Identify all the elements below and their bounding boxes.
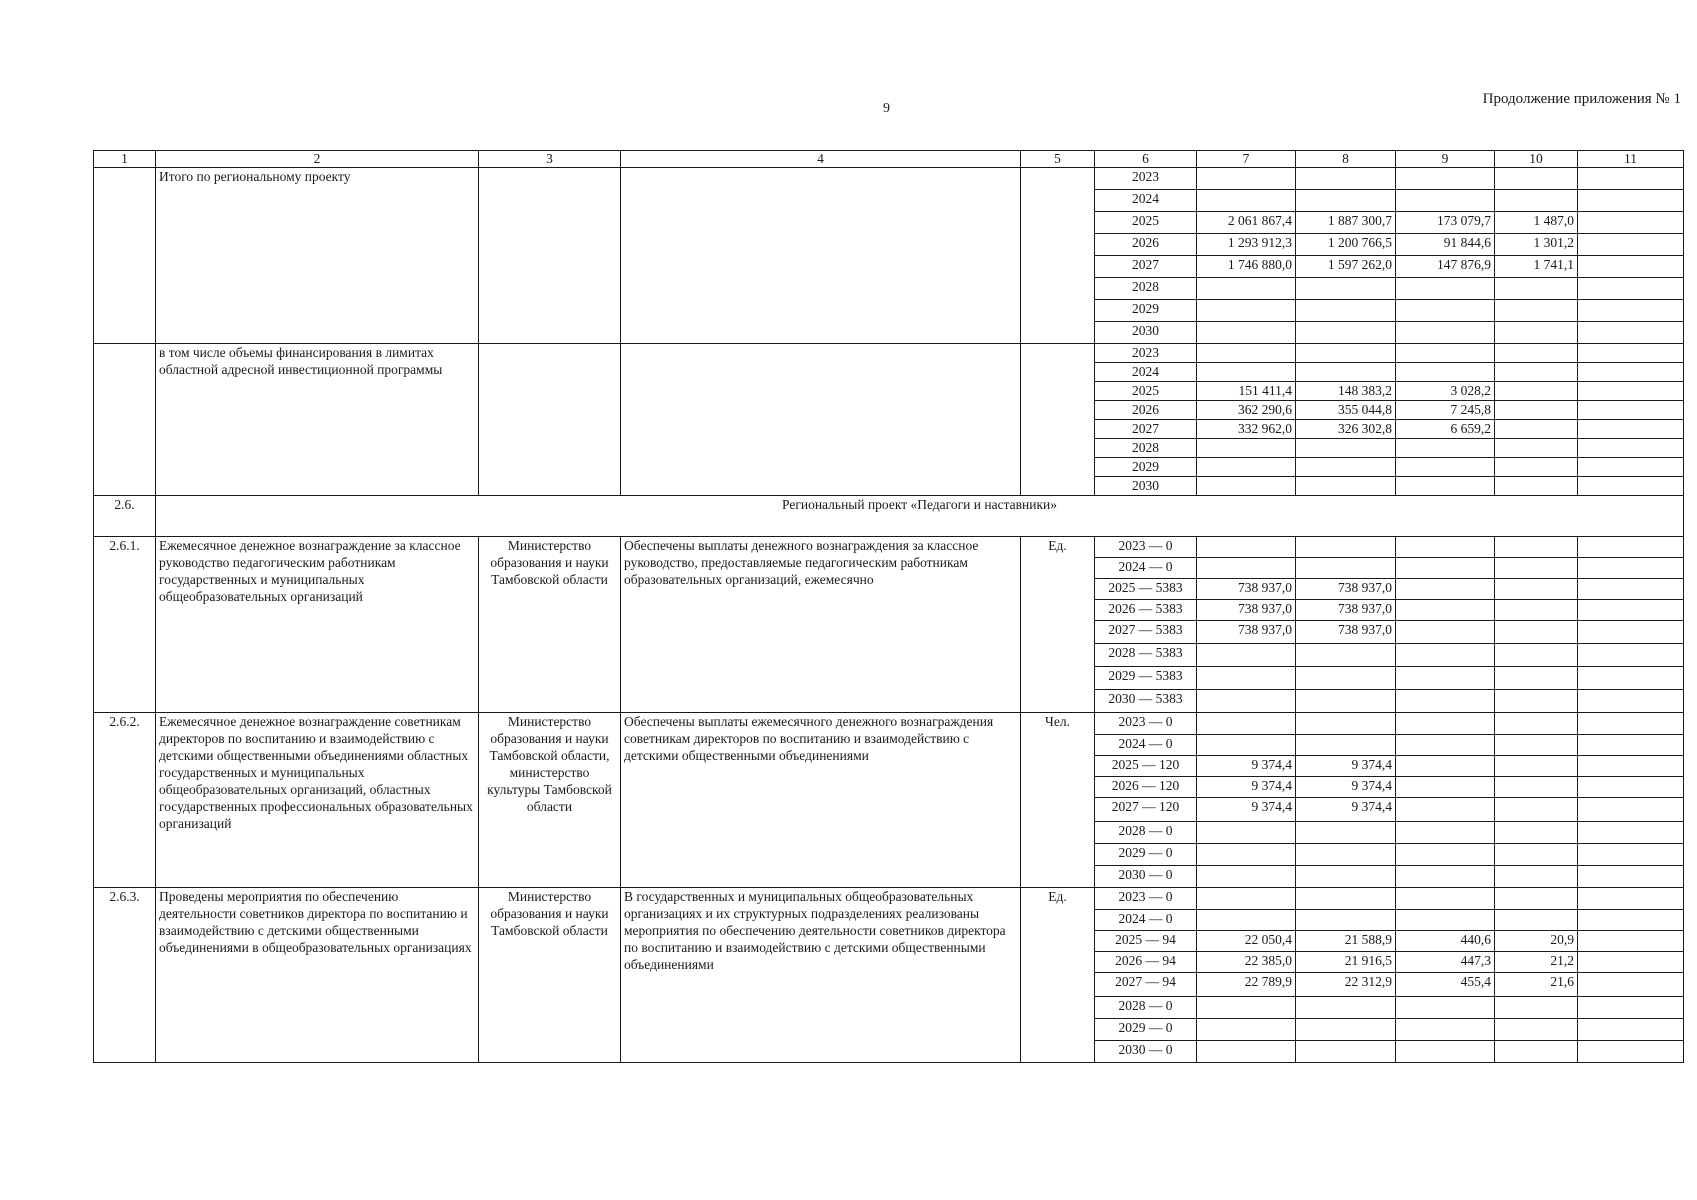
year-cell: 2029 — 5383 <box>1095 667 1197 690</box>
amount-cell <box>1578 600 1684 621</box>
year-cell: 2028 <box>1095 439 1197 458</box>
amount-cell: 3 028,2 <box>1396 382 1495 401</box>
group-executor <box>479 168 621 344</box>
amount-cell <box>1578 844 1684 866</box>
item-name: Проведены мероприятия по обеспечению деятельности советников директора по воспитанию и взаимодействию с детскими общественными объединениями в общеобразовательных организациях <box>156 888 479 1063</box>
year-cell: 2025 — 120 <box>1095 756 1197 777</box>
item-number: 2.6.1. <box>94 537 156 713</box>
year-cell: 2030 <box>1095 322 1197 344</box>
amount-cell <box>1396 844 1495 866</box>
amount-cell: 1 597 262,0 <box>1296 256 1396 278</box>
year-cell: 2023 — 0 <box>1095 713 1197 735</box>
amount-cell <box>1396 713 1495 735</box>
group-result <box>621 168 1021 344</box>
amount-cell <box>1296 300 1396 322</box>
year-cell: 2030 — 0 <box>1095 866 1197 888</box>
amount-cell <box>1296 644 1396 667</box>
amount-cell <box>1578 713 1684 735</box>
amount-cell: 1 887 300,7 <box>1296 212 1396 234</box>
amount-cell <box>1578 735 1684 756</box>
item-unit: Чел. <box>1021 713 1095 888</box>
amount-cell <box>1396 1041 1495 1063</box>
amount-cell <box>1495 579 1578 600</box>
amount-cell <box>1197 1019 1296 1041</box>
amount-cell <box>1495 300 1578 322</box>
item-number: 2.6.3. <box>94 888 156 1063</box>
amount-cell <box>1495 190 1578 212</box>
amount-cell <box>1396 190 1495 212</box>
column-header: 9 <box>1396 151 1495 168</box>
amount-cell <box>1495 278 1578 300</box>
amount-cell <box>1495 667 1578 690</box>
group-name: Итого по региональному проекту <box>156 168 479 344</box>
item-result: В государственных и муниципальных общеобразовательных организациях и их структурных подразделениях реализованы мероприятия по обеспечению деятельности советников директора по воспитанию и взаимодействию с детскими общественными объединениями <box>621 888 1021 1063</box>
amount-cell <box>1396 458 1495 477</box>
amount-cell <box>1578 458 1684 477</box>
amount-cell <box>1296 558 1396 579</box>
financing-table <box>93 150 1684 1063</box>
amount-cell <box>1578 973 1684 997</box>
amount-cell <box>1396 168 1495 190</box>
amount-cell: 332 962,0 <box>1197 420 1296 439</box>
amount-cell: 440,6 <box>1396 931 1495 952</box>
amount-cell <box>1495 690 1578 713</box>
page-number: 9 <box>883 101 890 116</box>
amount-cell <box>1197 278 1296 300</box>
year-cell: 2027 <box>1095 420 1197 439</box>
amount-cell <box>1396 278 1495 300</box>
year-cell: 2026 <box>1095 234 1197 256</box>
amount-cell <box>1578 439 1684 458</box>
column-header: 11 <box>1578 151 1684 168</box>
year-cell: 2029 — 0 <box>1095 844 1197 866</box>
amount-cell: 7 245,8 <box>1396 401 1495 420</box>
table-row <box>94 888 1684 910</box>
amount-cell: 20,9 <box>1495 931 1578 952</box>
year-cell: 2030 <box>1095 477 1197 496</box>
amount-cell <box>1197 1041 1296 1063</box>
amount-cell <box>1578 1041 1684 1063</box>
year-cell: 2029 <box>1095 300 1197 322</box>
amount-cell: 355 044,8 <box>1296 401 1396 420</box>
year-cell: 2023 <box>1095 344 1197 363</box>
amount-cell <box>1296 477 1396 496</box>
column-header-row <box>94 151 1684 168</box>
amount-cell <box>1197 735 1296 756</box>
amount-cell <box>1396 735 1495 756</box>
table-row <box>94 344 1684 363</box>
column-header: 4 <box>621 151 1021 168</box>
amount-cell <box>1495 382 1578 401</box>
year-cell: 2023 <box>1095 168 1197 190</box>
amount-cell <box>1495 401 1578 420</box>
amount-cell <box>1396 997 1495 1019</box>
year-cell: 2030 — 5383 <box>1095 690 1197 713</box>
amount-cell <box>1296 866 1396 888</box>
amount-cell: 22 385,0 <box>1197 952 1296 973</box>
column-header: 1 <box>94 151 156 168</box>
amount-cell: 148 383,2 <box>1296 382 1396 401</box>
amount-cell <box>1197 888 1296 910</box>
amount-cell <box>1495 458 1578 477</box>
amount-cell <box>1578 234 1684 256</box>
amount-cell <box>1578 300 1684 322</box>
amount-cell <box>1296 537 1396 558</box>
amount-cell: 91 844,6 <box>1396 234 1495 256</box>
amount-cell: 326 302,8 <box>1296 420 1396 439</box>
table-row <box>94 537 1684 558</box>
amount-cell <box>1197 190 1296 212</box>
amount-cell <box>1296 844 1396 866</box>
year-cell: 2026 <box>1095 401 1197 420</box>
amount-cell <box>1578 190 1684 212</box>
amount-cell <box>1396 600 1495 621</box>
amount-cell <box>1578 997 1684 1019</box>
amount-cell <box>1578 952 1684 973</box>
amount-cell <box>1197 558 1296 579</box>
amount-cell <box>1578 537 1684 558</box>
amount-cell <box>1578 256 1684 278</box>
amount-cell <box>1296 458 1396 477</box>
amount-cell <box>1578 777 1684 798</box>
year-cell: 2027 — 120 <box>1095 798 1197 822</box>
year-cell: 2028 — 0 <box>1095 822 1197 844</box>
amount-cell <box>1197 458 1296 477</box>
amount-cell <box>1197 844 1296 866</box>
amount-cell <box>1197 363 1296 382</box>
amount-cell <box>1396 777 1495 798</box>
year-cell: 2023 — 0 <box>1095 537 1197 558</box>
amount-cell <box>1396 690 1495 713</box>
amount-cell <box>1578 168 1684 190</box>
amount-cell: 22 050,4 <box>1197 931 1296 952</box>
continuation-label: Продолжение приложения № 1 <box>1482 91 1681 107</box>
year-cell: 2024 — 0 <box>1095 910 1197 931</box>
amount-cell <box>1296 713 1396 735</box>
amount-cell <box>1495 1041 1578 1063</box>
amount-cell <box>1578 690 1684 713</box>
amount-cell <box>1197 300 1296 322</box>
amount-cell <box>1396 300 1495 322</box>
amount-cell <box>1296 168 1396 190</box>
amount-cell <box>1396 322 1495 344</box>
item-name: Ежемесячное денежное вознаграждение за классное руководство педагогическим работникам государственных и муниципальных общеобразовательных организаций <box>156 537 479 713</box>
amount-cell: 738 937,0 <box>1296 579 1396 600</box>
amount-cell <box>1495 344 1578 363</box>
year-cell: 2024 — 0 <box>1095 735 1197 756</box>
amount-cell <box>1396 756 1495 777</box>
year-cell: 2023 — 0 <box>1095 888 1197 910</box>
amount-cell <box>1495 1019 1578 1041</box>
amount-cell: 362 290,6 <box>1197 401 1296 420</box>
item-result: Обеспечены выплаты денежного вознаграждения за классное руководство, предоставляемые педагогическим работникам образовательных организаций, ежемесячно <box>621 537 1021 713</box>
column-header: 8 <box>1296 151 1396 168</box>
year-cell: 2025 <box>1095 212 1197 234</box>
amount-cell: 1 746 880,0 <box>1197 256 1296 278</box>
amount-cell: 738 937,0 <box>1197 600 1296 621</box>
amount-cell <box>1396 363 1495 382</box>
year-cell: 2027 — 94 <box>1095 973 1197 997</box>
year-cell: 2028 — 0 <box>1095 997 1197 1019</box>
amount-cell <box>1578 212 1684 234</box>
item-number: 2.6.2. <box>94 713 156 888</box>
year-cell: 2025 — 94 <box>1095 931 1197 952</box>
amount-cell: 2 061 867,4 <box>1197 212 1296 234</box>
column-header: 3 <box>479 151 621 168</box>
item-unit: Ед. <box>1021 537 1095 713</box>
amount-cell: 738 937,0 <box>1197 579 1296 600</box>
amount-cell <box>1578 1019 1684 1041</box>
amount-cell: 738 937,0 <box>1197 621 1296 644</box>
amount-cell <box>1495 997 1578 1019</box>
amount-cell <box>1495 756 1578 777</box>
amount-cell <box>1396 910 1495 931</box>
amount-cell: 9 374,4 <box>1296 777 1396 798</box>
amount-cell <box>1495 844 1578 866</box>
year-cell: 2029 — 0 <box>1095 1019 1197 1041</box>
amount-cell: 1 293 912,3 <box>1197 234 1296 256</box>
amount-cell <box>1578 866 1684 888</box>
item-executor: Министерство образования и науки Тамбовской области, министерство культуры Тамбовской области <box>479 713 621 888</box>
group-number <box>94 344 156 496</box>
amount-cell <box>1578 344 1684 363</box>
item-result: Обеспечены выплаты ежемесячного денежного вознаграждения советникам директоров по воспитанию и взаимодействию с детскими общественными объединениями <box>621 713 1021 888</box>
amount-cell: 21,6 <box>1495 973 1578 997</box>
amount-cell: 1 301,2 <box>1495 234 1578 256</box>
item-executor: Министерство образования и науки Тамбовской области <box>479 888 621 1063</box>
column-header: 2 <box>156 151 479 168</box>
amount-cell <box>1578 382 1684 401</box>
amount-cell <box>1197 322 1296 344</box>
item-name: Ежемесячное денежное вознаграждение советникам директоров по воспитанию и взаимодействию с детскими общественными объединениями областных государственных и муниципальных общеобразовательных организаций, областных государственных профессиональных образовательных организаций <box>156 713 479 888</box>
amount-cell: 1 741,1 <box>1495 256 1578 278</box>
group-executor <box>479 344 621 496</box>
amount-cell <box>1495 822 1578 844</box>
amount-cell <box>1578 910 1684 931</box>
year-cell: 2030 — 0 <box>1095 1041 1197 1063</box>
amount-cell <box>1578 401 1684 420</box>
year-cell: 2028 <box>1095 278 1197 300</box>
amount-cell <box>1578 420 1684 439</box>
amount-cell: 151 411,4 <box>1197 382 1296 401</box>
amount-cell <box>1396 798 1495 822</box>
amount-cell <box>1495 322 1578 344</box>
amount-cell <box>1396 439 1495 458</box>
amount-cell <box>1197 997 1296 1019</box>
amount-cell <box>1495 910 1578 931</box>
amount-cell <box>1396 537 1495 558</box>
amount-cell <box>1578 667 1684 690</box>
amount-cell <box>1296 667 1396 690</box>
amount-cell <box>1197 713 1296 735</box>
amount-cell <box>1296 344 1396 363</box>
amount-cell: 738 937,0 <box>1296 621 1396 644</box>
table-row <box>94 713 1684 735</box>
amount-cell <box>1396 621 1495 644</box>
amount-cell: 22 789,9 <box>1197 973 1296 997</box>
amount-cell <box>1495 558 1578 579</box>
year-cell: 2026 — 94 <box>1095 952 1197 973</box>
column-header: 6 <box>1095 151 1197 168</box>
amount-cell: 9 374,4 <box>1197 798 1296 822</box>
year-cell: 2026 — 5383 <box>1095 600 1197 621</box>
year-cell: 2027 <box>1095 256 1197 278</box>
item-unit: Ед. <box>1021 888 1095 1063</box>
amount-cell <box>1296 1019 1396 1041</box>
amount-cell: 173 079,7 <box>1396 212 1495 234</box>
amount-cell <box>1495 798 1578 822</box>
amount-cell: 447,3 <box>1396 952 1495 973</box>
section-row <box>94 496 1684 537</box>
amount-cell <box>1296 278 1396 300</box>
group-unit <box>1021 344 1095 496</box>
year-cell: 2026 — 120 <box>1095 777 1197 798</box>
amount-cell <box>1197 168 1296 190</box>
group-result <box>621 344 1021 496</box>
amount-cell <box>1296 690 1396 713</box>
amount-cell <box>1296 363 1396 382</box>
year-cell: 2029 <box>1095 458 1197 477</box>
section-title: Региональный проект «Педагоги и наставники» <box>156 496 1684 537</box>
amount-cell <box>1197 439 1296 458</box>
amount-cell <box>1197 667 1296 690</box>
amount-cell <box>1197 910 1296 931</box>
amount-cell <box>1396 558 1495 579</box>
year-cell: 2024 <box>1095 190 1197 212</box>
amount-cell: 1 200 766,5 <box>1296 234 1396 256</box>
amount-cell <box>1578 621 1684 644</box>
amount-cell <box>1296 439 1396 458</box>
amount-cell <box>1578 322 1684 344</box>
amount-cell: 21 588,9 <box>1296 931 1396 952</box>
year-cell: 2028 — 5383 <box>1095 644 1197 667</box>
amount-cell: 738 937,0 <box>1296 600 1396 621</box>
amount-cell <box>1495 777 1578 798</box>
amount-cell <box>1197 822 1296 844</box>
amount-cell <box>1578 931 1684 952</box>
column-header: 10 <box>1495 151 1578 168</box>
amount-cell <box>1578 888 1684 910</box>
amount-cell <box>1296 822 1396 844</box>
amount-cell <box>1396 579 1495 600</box>
amount-cell <box>1197 866 1296 888</box>
amount-cell <box>1296 888 1396 910</box>
amount-cell <box>1396 822 1495 844</box>
amount-cell <box>1197 690 1296 713</box>
amount-cell <box>1495 537 1578 558</box>
amount-cell <box>1578 579 1684 600</box>
amount-cell <box>1495 888 1578 910</box>
amount-cell <box>1296 997 1396 1019</box>
amount-cell <box>1495 735 1578 756</box>
amount-cell <box>1396 644 1495 667</box>
amount-cell <box>1296 322 1396 344</box>
year-cell: 2024 — 0 <box>1095 558 1197 579</box>
amount-cell: 147 876,9 <box>1396 256 1495 278</box>
amount-cell: 9 374,4 <box>1197 777 1296 798</box>
amount-cell <box>1296 735 1396 756</box>
amount-cell <box>1296 1041 1396 1063</box>
amount-cell: 21,2 <box>1495 952 1578 973</box>
amount-cell: 21 916,5 <box>1296 952 1396 973</box>
amount-cell: 1 487,0 <box>1495 212 1578 234</box>
amount-cell <box>1578 822 1684 844</box>
amount-cell <box>1495 363 1578 382</box>
amount-cell <box>1396 888 1495 910</box>
amount-cell <box>1396 477 1495 496</box>
amount-cell: 9 374,4 <box>1296 798 1396 822</box>
amount-cell <box>1396 667 1495 690</box>
column-header: 5 <box>1021 151 1095 168</box>
amount-cell <box>1578 798 1684 822</box>
group-number <box>94 168 156 344</box>
column-header: 7 <box>1197 151 1296 168</box>
amount-cell <box>1495 866 1578 888</box>
amount-cell: 9 374,4 <box>1197 756 1296 777</box>
amount-cell <box>1578 363 1684 382</box>
group-name: в том числе объемы финансирования в лимитах областной адресной инвестиционной программы <box>156 344 479 496</box>
amount-cell <box>1495 439 1578 458</box>
group-unit <box>1021 168 1095 344</box>
amount-cell <box>1495 168 1578 190</box>
amount-cell <box>1578 644 1684 667</box>
amount-cell <box>1396 1019 1495 1041</box>
section-number: 2.6. <box>94 496 156 537</box>
amount-cell: 6 659,2 <box>1396 420 1495 439</box>
amount-cell <box>1396 866 1495 888</box>
amount-cell <box>1296 190 1396 212</box>
year-cell: 2027 — 5383 <box>1095 621 1197 644</box>
amount-cell <box>1197 537 1296 558</box>
amount-cell <box>1495 713 1578 735</box>
amount-cell <box>1197 477 1296 496</box>
amount-cell <box>1296 910 1396 931</box>
amount-cell <box>1396 344 1495 363</box>
amount-cell <box>1197 644 1296 667</box>
amount-cell <box>1578 756 1684 777</box>
amount-cell <box>1495 621 1578 644</box>
table-row <box>94 168 1684 190</box>
amount-cell <box>1495 477 1578 496</box>
amount-cell <box>1495 644 1578 667</box>
amount-cell <box>1578 278 1684 300</box>
amount-cell <box>1578 558 1684 579</box>
year-cell: 2025 <box>1095 382 1197 401</box>
amount-cell: 22 312,9 <box>1296 973 1396 997</box>
amount-cell <box>1197 344 1296 363</box>
amount-cell: 455,4 <box>1396 973 1495 997</box>
item-executor: Министерство образования и науки Тамбовской области <box>479 537 621 713</box>
amount-cell: 9 374,4 <box>1296 756 1396 777</box>
amount-cell <box>1495 600 1578 621</box>
amount-cell <box>1495 420 1578 439</box>
year-cell: 2024 <box>1095 363 1197 382</box>
amount-cell <box>1578 477 1684 496</box>
year-cell: 2025 — 5383 <box>1095 579 1197 600</box>
